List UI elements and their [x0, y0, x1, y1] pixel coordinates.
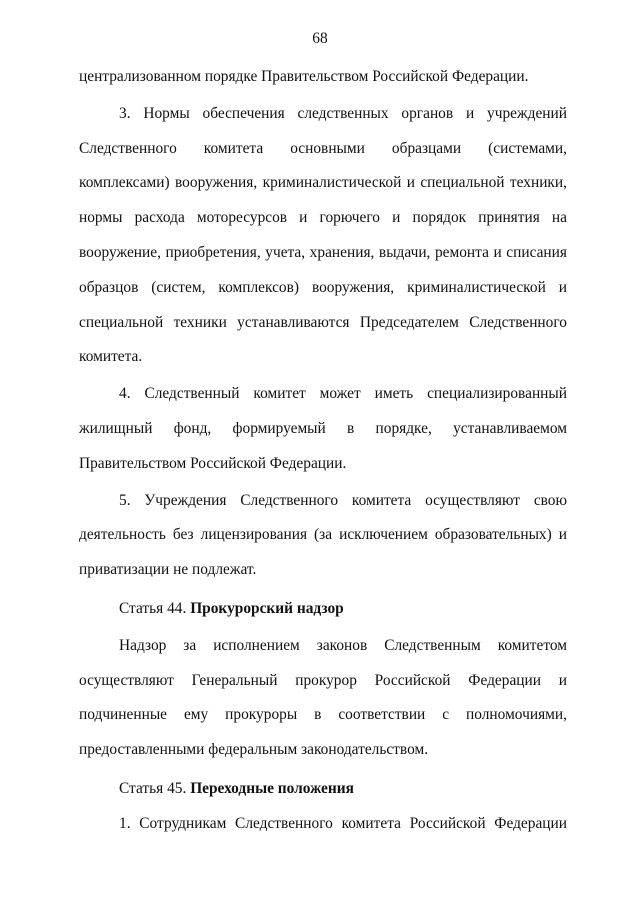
- article-44-prefix: Статья 44.: [119, 599, 187, 617]
- paragraph-3: 3. Нормы обеспечения следственных органов и учреждений Следственного комитета основными образцами (системами, комплексами) вооружения, криминалистической и специальной техники, нормы расхода моторесурсов и горючего и порядок принятия на вооружение, приобретения, учета, хранения, выдачи, ремонта и списания образцов (систем, комплексов) вооружения, криминалистической и специальной техники устанавливаются Председателем Следственного комитета.: [79, 104, 567, 366]
- paragraph-continuation: централизованном порядке Правительством Российской Федерации.: [79, 68, 529, 85]
- paragraph-4: 4. Следственный комитет может иметь специализированный жилищный фонд, формируемый в порядке, устанавливаемом Правительством Российской Федерации.: [79, 385, 567, 472]
- article-45-text: 1. Сотрудникам Следственного комитета Российской Федерации: [119, 814, 567, 832]
- article-45-title: Переходные положения: [190, 779, 354, 797]
- article-45-heading: [79, 772, 567, 807]
- article-44-text: Надзор за исполнением законов Следственным комитетом осуществляют Генеральный прокурор Российской Федерации и подчиненные ему прокуроры в соответствии с полномочиями, предоставленными федеральным законодательством.: [79, 636, 567, 759]
- article-44-heading: [79, 592, 567, 627]
- article-45-prefix: Статья 45.: [119, 779, 187, 797]
- document-body: [79, 60, 567, 842]
- page-number: 68: [312, 30, 328, 47]
- article-44-title: Прокурорский надзор: [190, 599, 344, 617]
- paragraph-5: 5. Учреждения Следственного комитета осуществляют свою деятельность без лицензирования (за исключением образовательных) и приватизации не подлежат.: [79, 491, 567, 579]
